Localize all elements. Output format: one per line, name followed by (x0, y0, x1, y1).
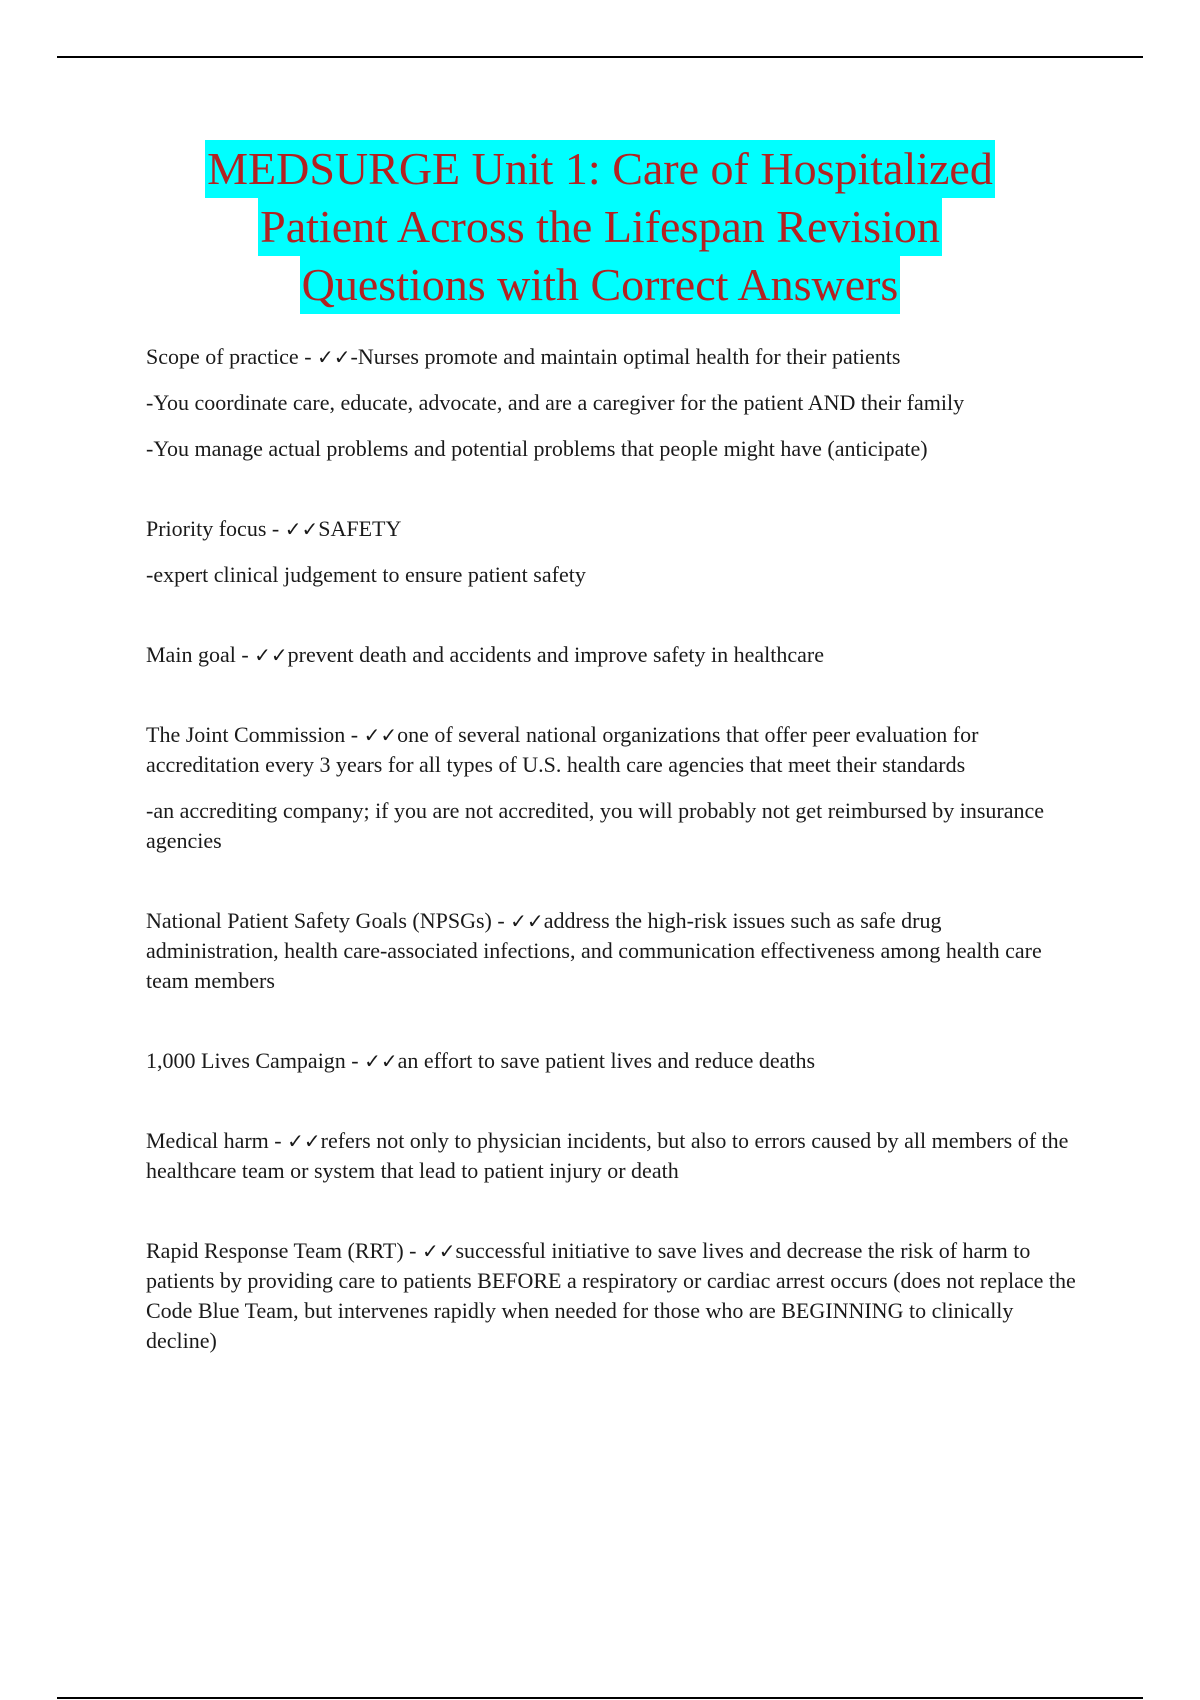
qa-term: Medical harm - (146, 1128, 288, 1153)
qa-answer: SAFETY (318, 516, 402, 541)
check-mark-icon: ✓✓ (317, 345, 351, 369)
qa-entry-scope-of-practice (146, 342, 1076, 464)
qa-paragraph (146, 1046, 1076, 1076)
qa-answer: address the high-risk issues such as safe drug administration, health care-associated infections, and communication effectiveness among health care team members (146, 908, 1042, 993)
qa-entry-rapid-response-team (146, 1236, 1076, 1356)
qa-answer: -Nurses promote and maintain optimal health for their patients (350, 344, 901, 369)
qa-paragraph (146, 1236, 1076, 1356)
qa-term: The Joint Commission - (146, 722, 364, 747)
qa-list (146, 342, 1076, 1372)
qa-entry-main-goal (146, 640, 1076, 670)
check-mark-icon: ✓✓ (421, 1239, 456, 1263)
check-mark-icon: ✓✓ (284, 517, 319, 541)
qa-paragraph (146, 720, 1076, 780)
qa-term: National Patient Safety Goals (NPSGs) - (146, 908, 511, 933)
qa-paragraph (146, 1126, 1076, 1186)
qa-term: 1,000 Lives Campaign - (146, 1048, 365, 1073)
qa-entry-priority-focus (146, 514, 1076, 590)
qa-answer: prevent death and accidents and improve safety in healthcare (287, 642, 824, 667)
check-mark-icon: ✓✓ (254, 643, 288, 667)
document-title (80, 140, 1120, 314)
check-mark-icon: ✓✓ (364, 1049, 398, 1073)
check-mark-icon: ✓✓ (510, 909, 544, 933)
qa-answer: an effort to save patient lives and reduce deaths (397, 1048, 816, 1073)
top-rule (57, 56, 1143, 58)
qa-paragraph (146, 342, 1076, 372)
bottom-rule (57, 1697, 1143, 1699)
title-line-2: Patient Across the Lifespan Revision (258, 198, 942, 256)
qa-entry-lives-campaign (146, 1046, 1076, 1076)
qa-paragraph (146, 640, 1076, 670)
check-mark-icon: ✓✓ (363, 723, 398, 747)
qa-paragraph: -expert clinical judgement to ensure patient safety (146, 562, 586, 587)
qa-term: Priority focus - (146, 516, 285, 541)
qa-paragraph (146, 906, 1076, 996)
qa-paragraph: -an accrediting company; if you are not accredited, you will probably not get reimbursed by insurance agencies (146, 798, 1045, 853)
qa-paragraph: -You coordinate care, educate, advocate, and are a caregiver for the patient AND their family (146, 390, 965, 415)
qa-paragraph: -You manage actual problems and potential problems that people might have (anticipate) (146, 436, 928, 461)
title-line-1: MEDSURGE Unit 1: Care of Hospitalized (205, 140, 995, 198)
qa-answer: one of several national organizations that offer peer evaluation for accreditation every 3 years for all types of U.S. health care agencies that meet their standards (146, 722, 979, 777)
check-mark-icon: ✓✓ (287, 1129, 321, 1153)
qa-answer: refers not only to physician incidents, but also to errors caused by all members of the healthcare team or system that lead to patient injury or death (146, 1128, 1069, 1183)
qa-paragraph (146, 514, 1076, 544)
qa-entry-joint-commission (146, 720, 1076, 856)
qa-term: Scope of practice - (146, 344, 318, 369)
qa-term: Rapid Response Team (RRT) - (146, 1238, 422, 1263)
qa-term: Main goal - (146, 642, 255, 667)
qa-answer: successful initiative to save lives and decrease the risk of harm to patients by providing care to patients BEFORE a respiratory or cardiac arrest occurs (does not replace the Code Blue Team, but intervenes rapidly when needed for those who are BEGINNING to clinically decline) (146, 1238, 1076, 1353)
qa-entry-npsgs (146, 906, 1076, 996)
qa-entry-medical-harm (146, 1126, 1076, 1186)
title-line-3: Questions with Correct Answers (300, 256, 901, 314)
